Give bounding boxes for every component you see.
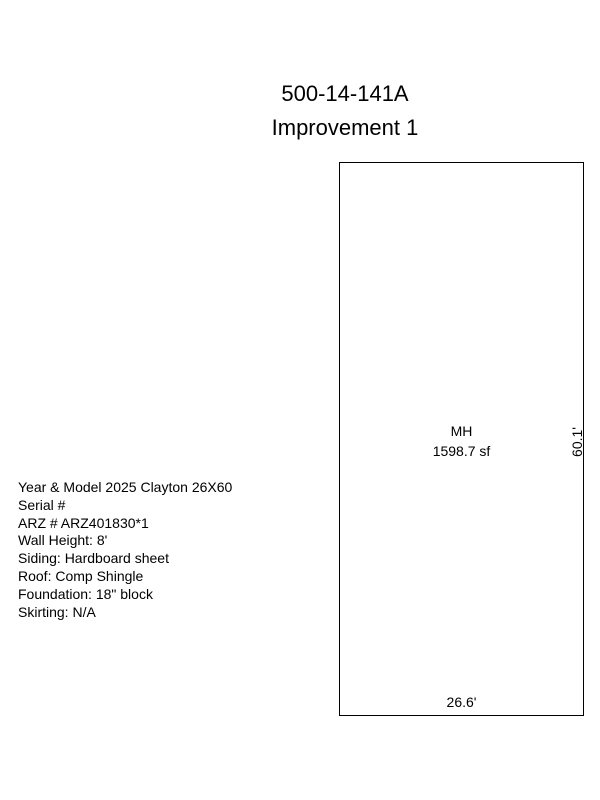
detail-year-model: Year & Model 2025 Clayton 26X60	[18, 479, 233, 495]
detail-serial: Serial #	[18, 496, 66, 513]
length-dimension: 60.1'	[569, 427, 585, 457]
detail-roof: Roof: Comp Shingle	[18, 567, 144, 584]
detail-siding: Siding: Hardboard sheet	[18, 550, 169, 567]
area-label	[340, 421, 583, 461]
improvement-details	[18, 479, 318, 621]
area-code: MH	[450, 423, 473, 439]
improvement-title: Improvement 1	[271, 115, 419, 140]
area-size: 1598.7 sf	[432, 443, 491, 459]
detail-arz-number: ARZ # ARZ401830*1	[18, 514, 149, 531]
detail-skirting: Skirting: N/A	[18, 603, 96, 620]
width-dimension: 26.6'	[446, 694, 477, 710]
detail-foundation: Foundation: 18" block	[18, 585, 153, 602]
detail-wall-height: Wall Height: 8'	[18, 532, 108, 549]
building-sketch-outline	[339, 162, 584, 716]
parcel-id: 500-14-141A	[281, 81, 409, 106]
